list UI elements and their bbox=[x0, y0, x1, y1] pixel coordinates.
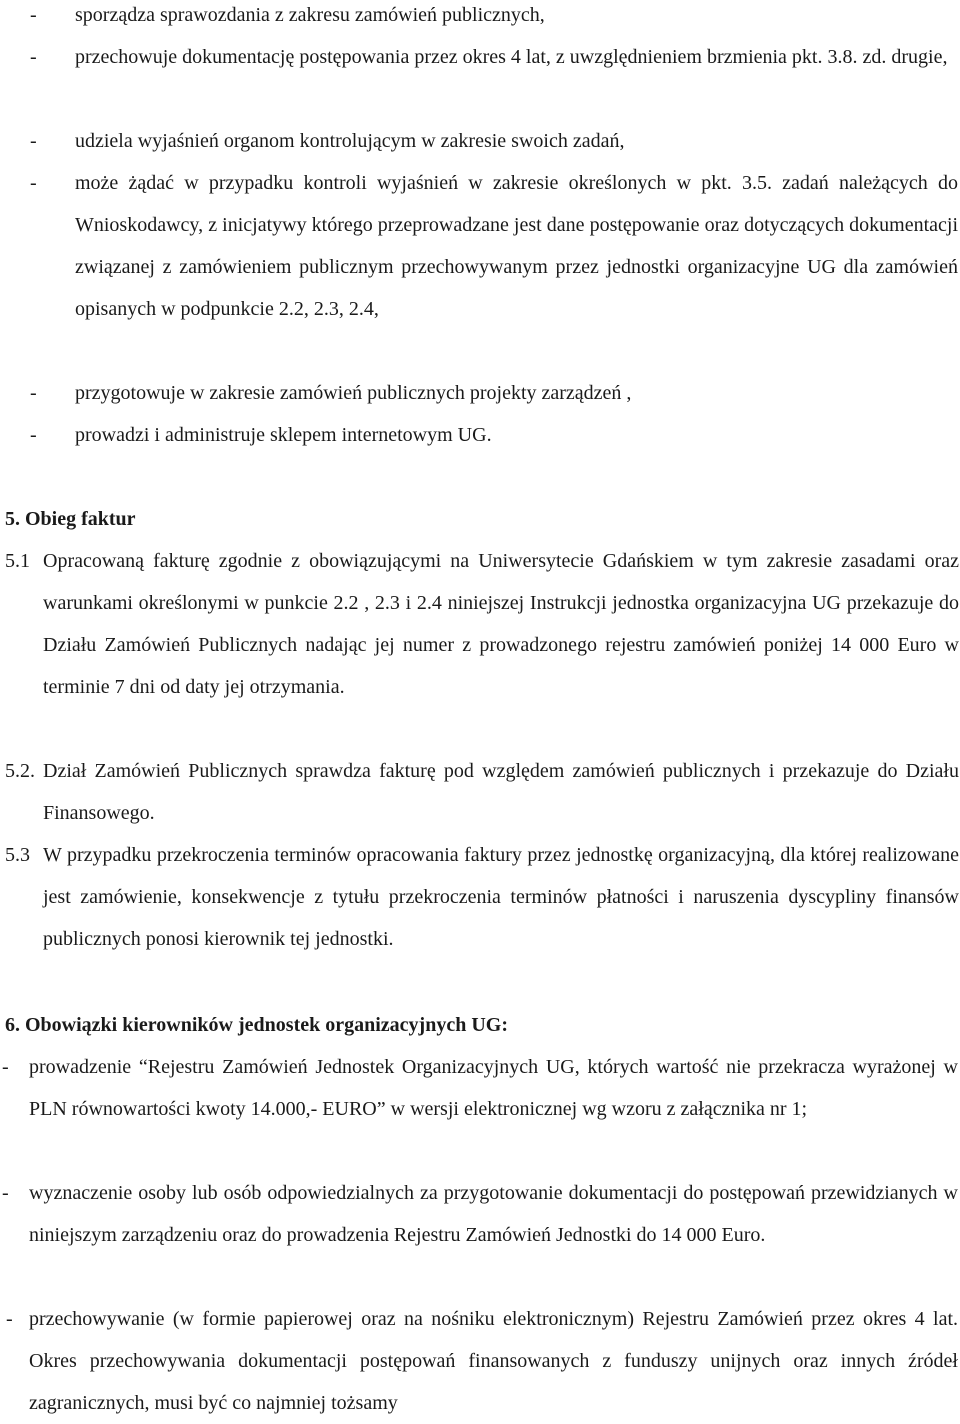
numbered-item bbox=[5, 834, 959, 960]
list-item bbox=[30, 372, 958, 414]
list-dash: - bbox=[30, 382, 37, 404]
section-heading: 6. Obowiązki kierowników jednostek organizacyjnych UG: bbox=[5, 1014, 508, 1036]
list-item bbox=[6, 1298, 958, 1424]
list-dash: - bbox=[30, 172, 37, 194]
list-item bbox=[30, 162, 958, 330]
list-item-text: prowadzenie “Rejestru Zamówień Jednostek Organizacyjnych UG, których wartość nie przekracza wyrażonej w PLN równowartości kwoty 14.000,- EURO” w wersji elektronicznej wg wzoru z załącznika nr 1; bbox=[29, 1056, 958, 1120]
list-item bbox=[2, 1172, 958, 1256]
list-item bbox=[2, 1046, 958, 1130]
list-item-text: prowadzi i administruje sklepem internetowym UG. bbox=[75, 424, 492, 446]
item-text: Dział Zamówień Publicznych sprawdza fakturę pod względem zamówień publicznych i przekazuje do Działu Finansowego. bbox=[43, 760, 959, 824]
list-dash: - bbox=[30, 46, 37, 68]
list-item-text: może żądać w przypadku kontroli wyjaśnień w zakresie określonych w pkt. 3.5. zadań należących do Wnioskodawcy, z inicjatywy którego przeprowadzane jest dane postępowanie oraz dotyczących dokumentacji związanej z zamówieniem publicznym przechowywanym przez jednostki organizacyjne UG dla zamówień opisanych w podpunkcie 2.2, 2.3, 2.4, bbox=[75, 172, 958, 320]
section-heading: 5. Obieg faktur bbox=[5, 508, 136, 530]
item-number: 5.1 bbox=[5, 550, 30, 572]
list-item-text: sporządza sprawozdania z zakresu zamówień publicznych, bbox=[75, 4, 545, 26]
numbered-item bbox=[5, 540, 959, 708]
list-dash: - bbox=[2, 1182, 9, 1204]
list-dash: - bbox=[30, 4, 37, 26]
list-item-text: przechowuje dokumentację postępowania przez okres 4 lat, z uwzględnieniem brzmienia pkt. 3.8. zd. drugie, bbox=[75, 46, 948, 68]
item-text: W przypadku przekroczenia terminów opracowania faktury przez jednostkę organizacyjną, dla której realizowane jest zamówienie, konsekwencje z tytułu przekroczenia terminów płatności i naruszenia dyscypliny finansów publicznych ponosi kierownik tej jednostki. bbox=[43, 844, 959, 950]
list-dash: - bbox=[30, 424, 37, 446]
list-item bbox=[30, 120, 958, 162]
list-item-text: udziela wyjaśnień organom kontrolującym w zakresie swoich zadań, bbox=[75, 130, 625, 152]
numbered-item bbox=[5, 750, 959, 834]
list-item bbox=[30, 0, 958, 36]
list-item bbox=[30, 36, 958, 78]
list-item-text: przechowywanie (w formie papierowej oraz na nośniku elektronicznym) Rejestru Zamówień przez okres 4 lat. Okres przechowywania dokumentacji postępowań finansowanych z funduszy unijnych oraz innych źródeł zagranicznych, musi być co najmniej tożsamy bbox=[29, 1308, 958, 1414]
list-item bbox=[30, 414, 958, 456]
list-dash: - bbox=[6, 1308, 13, 1330]
list-dash: - bbox=[2, 1056, 9, 1078]
item-number: 5.3 bbox=[5, 844, 30, 866]
item-number: 5.2. bbox=[5, 760, 35, 782]
list-item-text: przygotowuje w zakresie zamówień publicznych projekty zarządzeń , bbox=[75, 382, 632, 404]
item-text: Opracowaną fakturę zgodnie z obowiązującymi na Uniwersytecie Gdańskiem w tym zakresie zasadami oraz warunkami określonymi w punkcie 2.2 , 2.3 i 2.4 niniejszej Instrukcji jednostka organizacyjna UG przekazuje do Działu Zamówień Publicznych nadając jej numer z prowadzonego rejestru zamówień poniżej 14 000 Euro w terminie 7 dni od daty jej otrzymania. bbox=[43, 550, 959, 698]
list-item-text: wyznaczenie osoby lub osób odpowiedzialnych za przygotowanie dokumentacji do postępowań przewidzianych w niniejszym zarządzeniu oraz do prowadzenia Rejestru Zamówień Jednostki do 14 000 Euro. bbox=[29, 1182, 958, 1246]
list-dash: - bbox=[30, 130, 37, 152]
